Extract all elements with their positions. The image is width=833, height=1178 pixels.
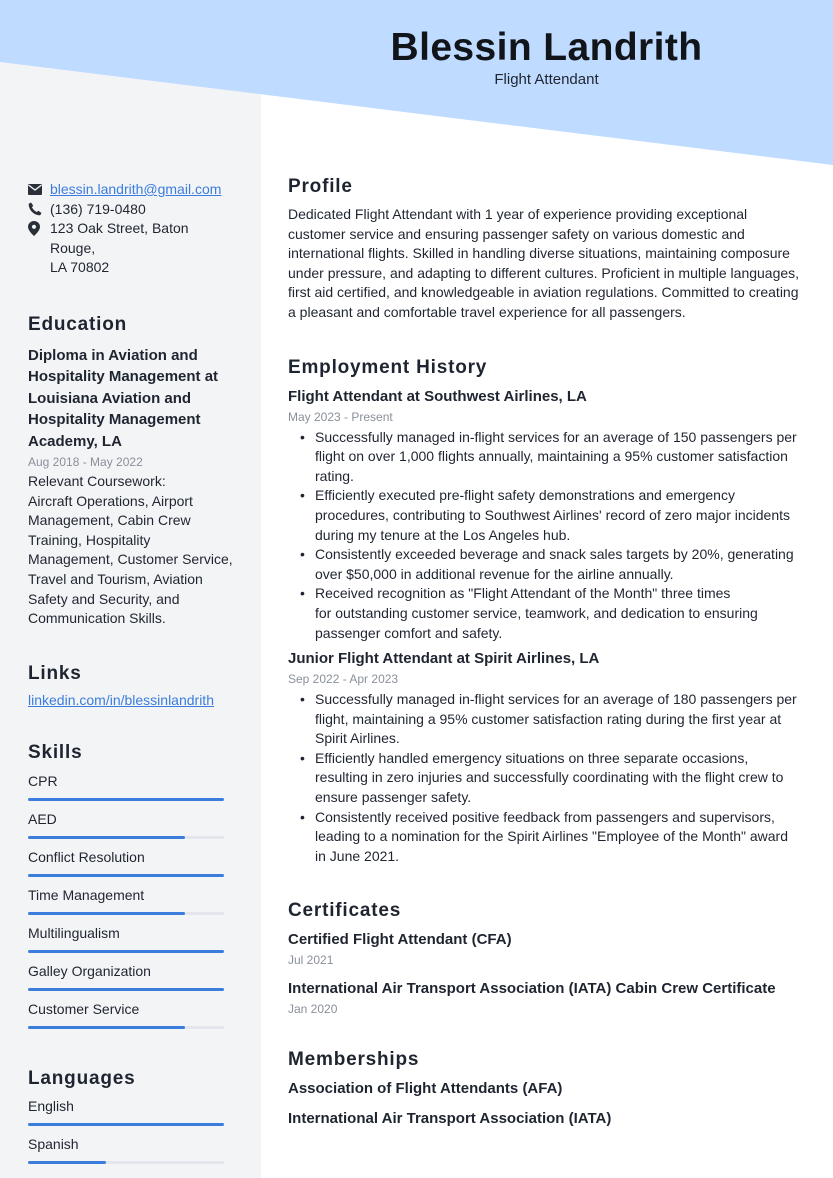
bullet-line: for outstanding customer service, teamwork, and dedication to ensuring xyxy=(315,604,758,621)
certificate-date: Jul 2021 xyxy=(288,953,334,968)
coursework-line: Aircraft Operations, Airport xyxy=(28,492,193,509)
skill-level-bar xyxy=(28,1026,224,1029)
candidate-title: Flight Attendant xyxy=(494,71,599,88)
bullet-line: • Efficiently handled emergency situations on three separate occasions, xyxy=(315,749,749,766)
memberships-list xyxy=(288,1079,803,1129)
bullet-line: procedures, contributing to Southwest Airlines' record of zero major incidents xyxy=(315,506,791,523)
skill-level-fill xyxy=(28,912,185,915)
skill-level-bar xyxy=(28,874,224,877)
skill-level-fill xyxy=(28,798,224,801)
location-pin-icon xyxy=(28,219,50,238)
skill-name: AED xyxy=(28,810,57,827)
phone-text: (136) 719-0480 xyxy=(50,200,146,217)
profile-section xyxy=(288,176,803,323)
skill-item xyxy=(28,886,234,924)
profile-line: first aid certified, and knowledgeable in aviation regulations. Committed to creating xyxy=(288,284,799,301)
skills-section xyxy=(28,742,234,1038)
email-link[interactable]: blessin.landrith@gmail.com xyxy=(50,181,222,197)
job-bullets xyxy=(296,690,803,866)
bullet-line: over $50,000 in additional revenue for the airline annually. xyxy=(315,565,674,582)
bullet-line: flight, maintaining a 95% customer satisfaction rating during the first year at xyxy=(315,710,782,727)
links-heading: Links xyxy=(28,662,82,684)
degree-line: Hospitality Management xyxy=(28,411,201,428)
bullet-line: ensure passenger safety. xyxy=(315,789,472,806)
skill-name: Time Management xyxy=(28,886,145,903)
job-title: Flight Attendant at Southwest Airlines, LA xyxy=(288,387,587,405)
bullet-line: rating. xyxy=(315,467,354,484)
candidate-name: Blessin Landrith xyxy=(390,26,703,69)
certificate-entry xyxy=(288,979,803,1017)
job-bullet xyxy=(296,486,803,545)
language-level-fill xyxy=(28,1161,106,1164)
skills-heading: Skills xyxy=(28,741,83,763)
language-level-bar xyxy=(28,1123,224,1126)
skill-item xyxy=(28,924,234,962)
skill-level-bar xyxy=(28,798,224,801)
bullet-line: • Consistently exceeded beverage and snack sales targets by 20%, generating xyxy=(315,546,794,563)
education-dates: Aug 2018 - May 2022 xyxy=(28,455,143,469)
languages-list xyxy=(28,1097,234,1173)
skill-item xyxy=(28,810,234,848)
skill-level-fill xyxy=(28,874,224,877)
address-text xyxy=(50,219,234,278)
employment-heading: Employment History xyxy=(288,356,488,378)
education-degree xyxy=(28,345,234,453)
skill-item xyxy=(28,962,234,1000)
profile-heading: Profile xyxy=(288,176,353,197)
job-bullet xyxy=(296,749,803,808)
language-item xyxy=(28,1135,234,1173)
skill-item xyxy=(28,848,234,886)
coursework-line: Communication Skills. xyxy=(28,610,166,627)
language-level-fill xyxy=(28,1123,224,1126)
memberships-heading: Memberships xyxy=(288,1049,420,1071)
bullet-line: leading to a nomination for the Spirit Airlines "Employee of the Month" award xyxy=(315,828,788,845)
links-section xyxy=(28,663,234,708)
bullet-line: resulting in zero injuries and successfully coordinating with the flight crew to xyxy=(315,769,784,786)
coursework-line: Safety and Security, and xyxy=(28,590,180,607)
jobs-list xyxy=(288,387,803,867)
education-coursework xyxy=(28,472,234,629)
job-entry xyxy=(288,387,803,644)
job-bullet xyxy=(296,584,803,643)
skill-name: Galley Organization xyxy=(28,962,151,979)
bullet-line: during my tenure at the Los Angeles hub. xyxy=(315,526,571,543)
coursework-line: Training, Hospitality xyxy=(28,531,151,548)
skill-item xyxy=(28,1000,234,1038)
skill-level-fill xyxy=(28,1026,185,1029)
certificates-heading: Certificates xyxy=(288,900,402,922)
language-item xyxy=(28,1097,234,1135)
skill-name: Customer Service xyxy=(28,1000,140,1017)
job-dates: May 2023 - Present xyxy=(288,409,393,424)
contact-section xyxy=(28,180,234,278)
job-bullet xyxy=(296,690,803,749)
skill-level-bar xyxy=(28,988,224,991)
language-name: Spanish xyxy=(28,1135,79,1152)
profile-line: Dedicated Flight Attendant with 1 year of experience providing exceptional xyxy=(288,206,748,222)
skill-level-bar xyxy=(28,912,224,915)
profile-line: under pressure, and adapting to different cultures. Proficient in multiple languages, xyxy=(288,264,800,281)
coursework-line: Management, Customer Service, xyxy=(28,551,233,568)
contact-phone-row xyxy=(28,200,234,220)
degree-line: Hospitality Management at xyxy=(28,368,219,385)
languages-heading: Languages xyxy=(28,1067,136,1089)
skill-name: Conflict Resolution xyxy=(28,848,145,865)
education-heading: Education xyxy=(28,313,128,335)
skill-name: Multilingualism xyxy=(28,924,120,941)
coursework-line: Management, Cabin Crew xyxy=(28,512,191,529)
job-bullets xyxy=(296,428,803,644)
job-entry xyxy=(288,649,803,866)
bullet-line: Spirit Airlines. xyxy=(315,730,400,747)
language-level-bar xyxy=(28,1161,224,1164)
profile-line: a pleasant and comfortable travel experience for all passengers. xyxy=(288,303,686,320)
certificate-title: International Air Transport Association (IATA) Cabin Crew Certificate xyxy=(288,980,776,998)
bullet-line: in June 2021. xyxy=(315,847,400,864)
coursework-line: Relevant Coursework: xyxy=(28,473,166,489)
bullet-line: flight on over 1,000 flights annually, maintaining a 95% customer satisfaction xyxy=(315,448,788,465)
degree-line: Diploma in Aviation and xyxy=(28,346,198,364)
profile-line: customer service and ensuring passenger safety on various domestic and xyxy=(288,225,745,242)
certificates-section xyxy=(288,900,803,1017)
skill-level-bar xyxy=(28,836,224,839)
contact-email-row xyxy=(28,180,234,200)
phone-icon xyxy=(28,200,50,219)
job-bullet xyxy=(296,428,803,487)
bullet-line: passenger comfort and safety. xyxy=(315,624,503,641)
job-bullet xyxy=(296,545,803,584)
membership-item: Association of Flight Attendants (AFA) xyxy=(288,1080,563,1098)
membership-item: International Air Transport Association (IATA) xyxy=(288,1110,612,1128)
language-name: English xyxy=(28,1097,74,1114)
job-bullet xyxy=(296,808,803,867)
certificates-list xyxy=(288,930,803,1017)
job-title: Junior Flight Attendant at Spirit Airlines, LA xyxy=(288,650,600,668)
degree-line: Academy, LA xyxy=(28,432,122,450)
bullet-line: • Received recognition as "Flight Attendant of the Month" three times xyxy=(315,585,731,602)
bullet-line: • Consistently received positive feedback from passengers and supervisors, xyxy=(315,808,775,825)
coursework-line: Travel and Tourism, Aviation xyxy=(28,570,203,587)
education-section xyxy=(28,314,234,629)
certificate-date: Jan 2020 xyxy=(288,1002,338,1017)
linkedin-link[interactable]: linkedin.com/in/blessinlandrith xyxy=(28,691,214,708)
skill-level-fill xyxy=(28,950,224,953)
skill-name: CPR xyxy=(28,772,58,789)
skill-level-bar xyxy=(28,950,224,953)
memberships-section xyxy=(288,1049,803,1129)
skill-item xyxy=(28,772,234,810)
skill-level-fill xyxy=(28,836,185,839)
profile-text xyxy=(288,205,803,323)
sidebar xyxy=(28,180,234,1173)
bullet-line: • Successfully managed in-flight services for an average of 150 passengers per xyxy=(315,428,797,445)
languages-section xyxy=(28,1068,234,1173)
employment-section xyxy=(288,357,803,867)
certificate-title: Certified Flight Attendant (CFA) xyxy=(288,931,512,949)
envelope-icon xyxy=(28,180,50,199)
contact-address-row xyxy=(28,219,234,278)
address-line-2: LA 70802 xyxy=(50,259,110,275)
bullet-line: • Successfully managed in-flight services for an average of 180 passengers per xyxy=(315,691,797,708)
skill-level-fill xyxy=(28,988,224,991)
profile-line: international flights. Skilled in handling diverse situations, maintaining composure xyxy=(288,245,790,262)
address-line-1: 123 Oak Street, Baton Rouge, xyxy=(50,220,189,256)
skills-list xyxy=(28,772,234,1038)
degree-line: Louisiana Aviation and xyxy=(28,389,192,407)
job-dates: Sep 2022 - Apr 2023 xyxy=(288,672,399,687)
bullet-line: • Efficiently executed pre-flight safety demonstrations and emergency xyxy=(315,487,735,504)
main-content xyxy=(288,176,803,1129)
certificate-entry xyxy=(288,930,803,968)
